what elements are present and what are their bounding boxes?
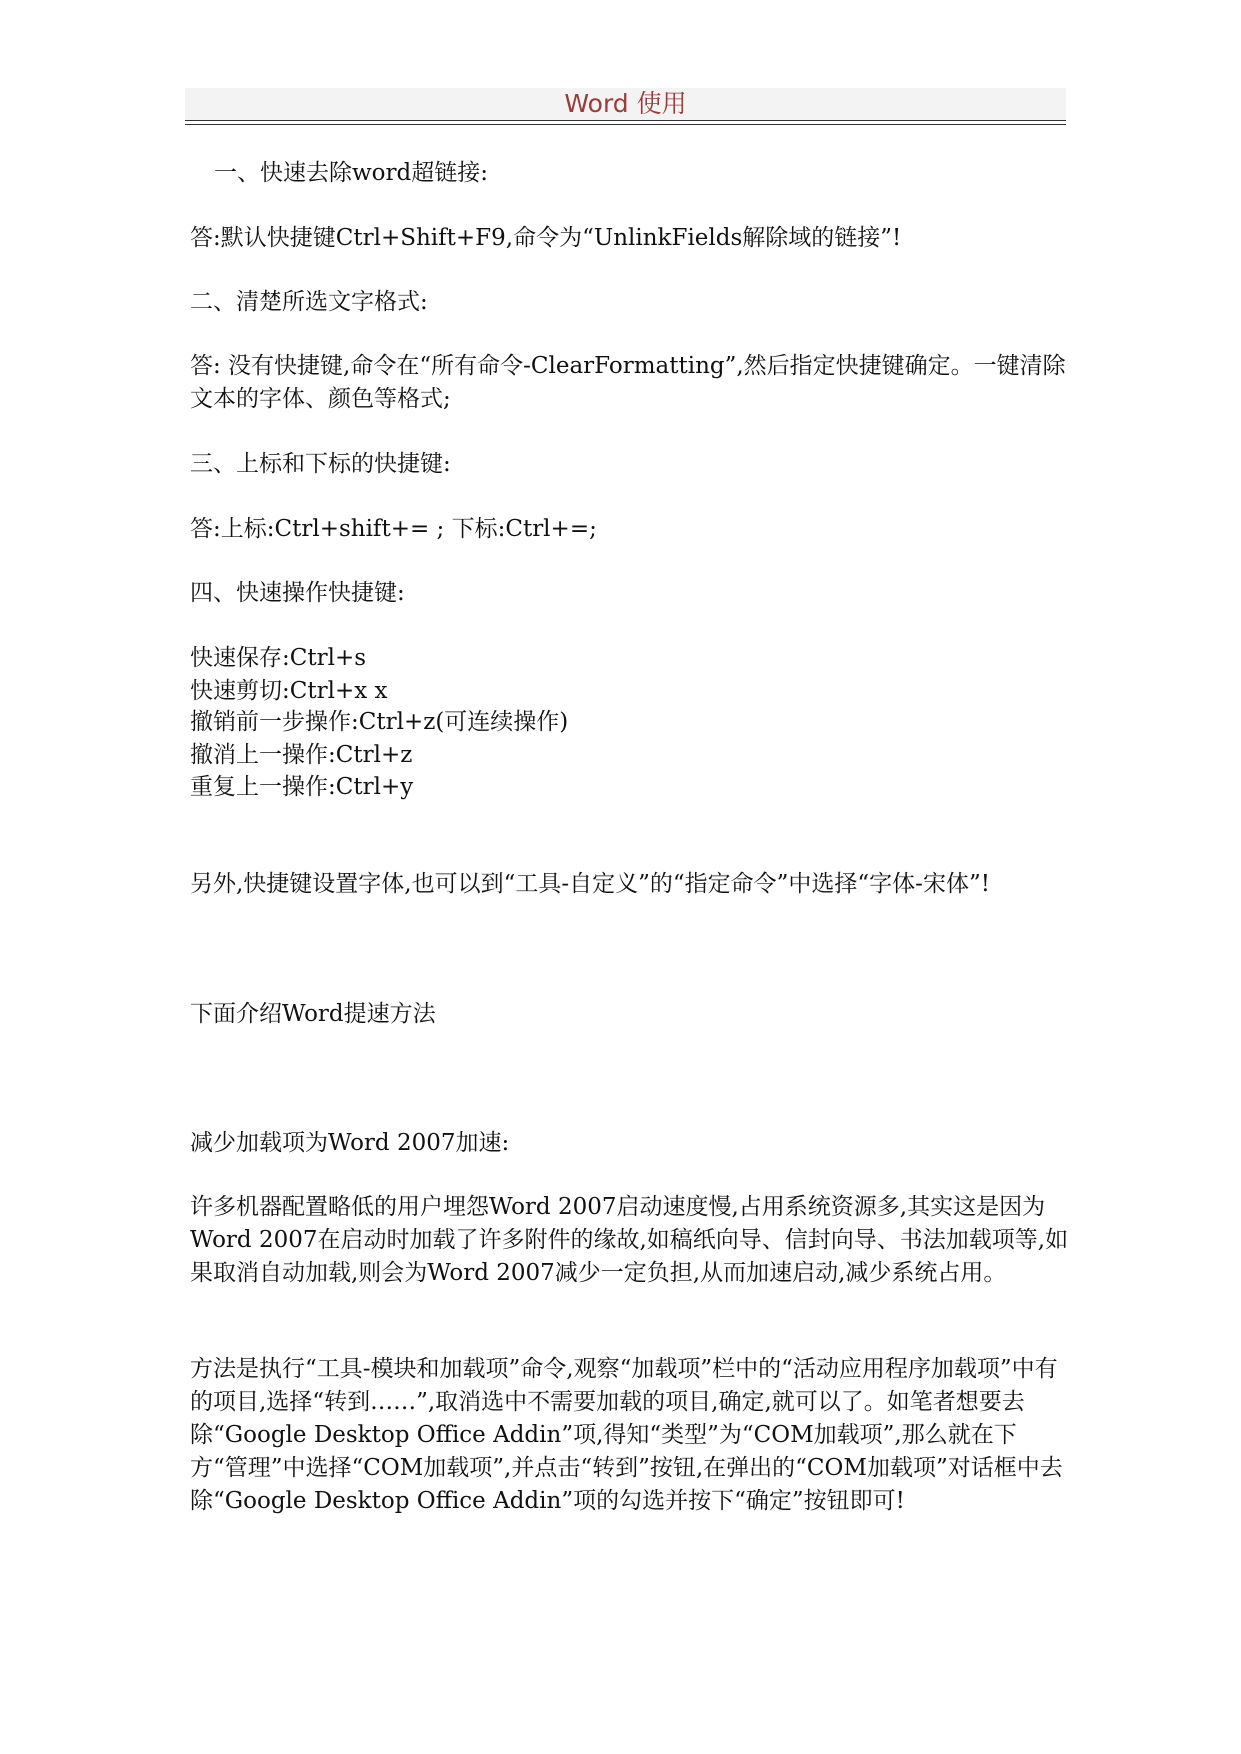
page-title: Word 使用 — [564, 89, 687, 118]
shortcut-line: 快速剪切:Ctrl+x x — [190, 678, 388, 704]
shortcut-line: 撤销前一步操作:Ctrl+z(可连续操作) — [190, 709, 569, 735]
subsection-heading: 减少加载项为Word 2007加速: — [190, 1130, 510, 1156]
header-rule — [185, 124, 1066, 125]
answer-paragraph-1: 答:默认快捷键Ctrl+Shift+F9,命令为“UnlinkFields解除域的链接”! — [190, 225, 902, 251]
section-heading-3: 三、上标和下标的快捷键: — [190, 451, 451, 477]
answer-paragraph-2: 答: 没有快捷键,命令在“所有命令-ClearFormatting”,然后指定快捷键确定。一键清除文本的字体、颜色等格式; — [190, 353, 1066, 412]
body-paragraph-1: 许多机器配置略低的用户埋怨Word 2007启动速度慢,占用系统资源多,其实这是因为Word 2007在启动时加载了许多附件的缘故,如稿纸向导、信封向导、书法加载项等,如果取消自动加载,则会为Word 2007减少一定负担,从而加速启动,减少系统占用。 — [190, 1194, 1069, 1286]
section-heading-2: 二、清楚所选文字格式: — [190, 289, 428, 315]
header-rule — [185, 120, 1066, 121]
section-heading-4: 四、快速操作快捷键: — [190, 580, 405, 606]
note-paragraph: 另外,快捷键设置字体,也可以到“工具-自定义”的“指定命令”中选择“字体-宋体”! — [190, 871, 990, 897]
section-heading-1: 一、快速去除word超链接: — [214, 160, 489, 186]
shortcut-line: 快速保存:Ctrl+s — [190, 645, 367, 671]
shortcut-line: 重复上一操作:Ctrl+y — [190, 774, 414, 800]
section-intro: 下面介绍Word提速方法 — [190, 1001, 436, 1027]
shortcut-line: 撤消上一操作:Ctrl+z — [190, 742, 413, 768]
body-paragraph-2: 方法是执行“工具-模块和加载项”命令,观察“加载项”栏中的“活动应用程序加载项”中有的项目,选择“转到……”,取消选中不需要加载的项目,确定,就可以了。如笔者想要去除“Google Desktop Office Addin”项,得知“类型”为“COM加载项”,那么就在下方“管理”中选择“COM加载项”,并点击“转到”按钮,在弹出的“COM加载项”对话框中去除“Google Desktop Office Addin”项的勾选并按下“确定”按钮即可! — [190, 1356, 1063, 1514]
answer-paragraph-3: 答:上标:Ctrl+shift+= ; 下标:Ctrl+=; — [190, 516, 597, 542]
